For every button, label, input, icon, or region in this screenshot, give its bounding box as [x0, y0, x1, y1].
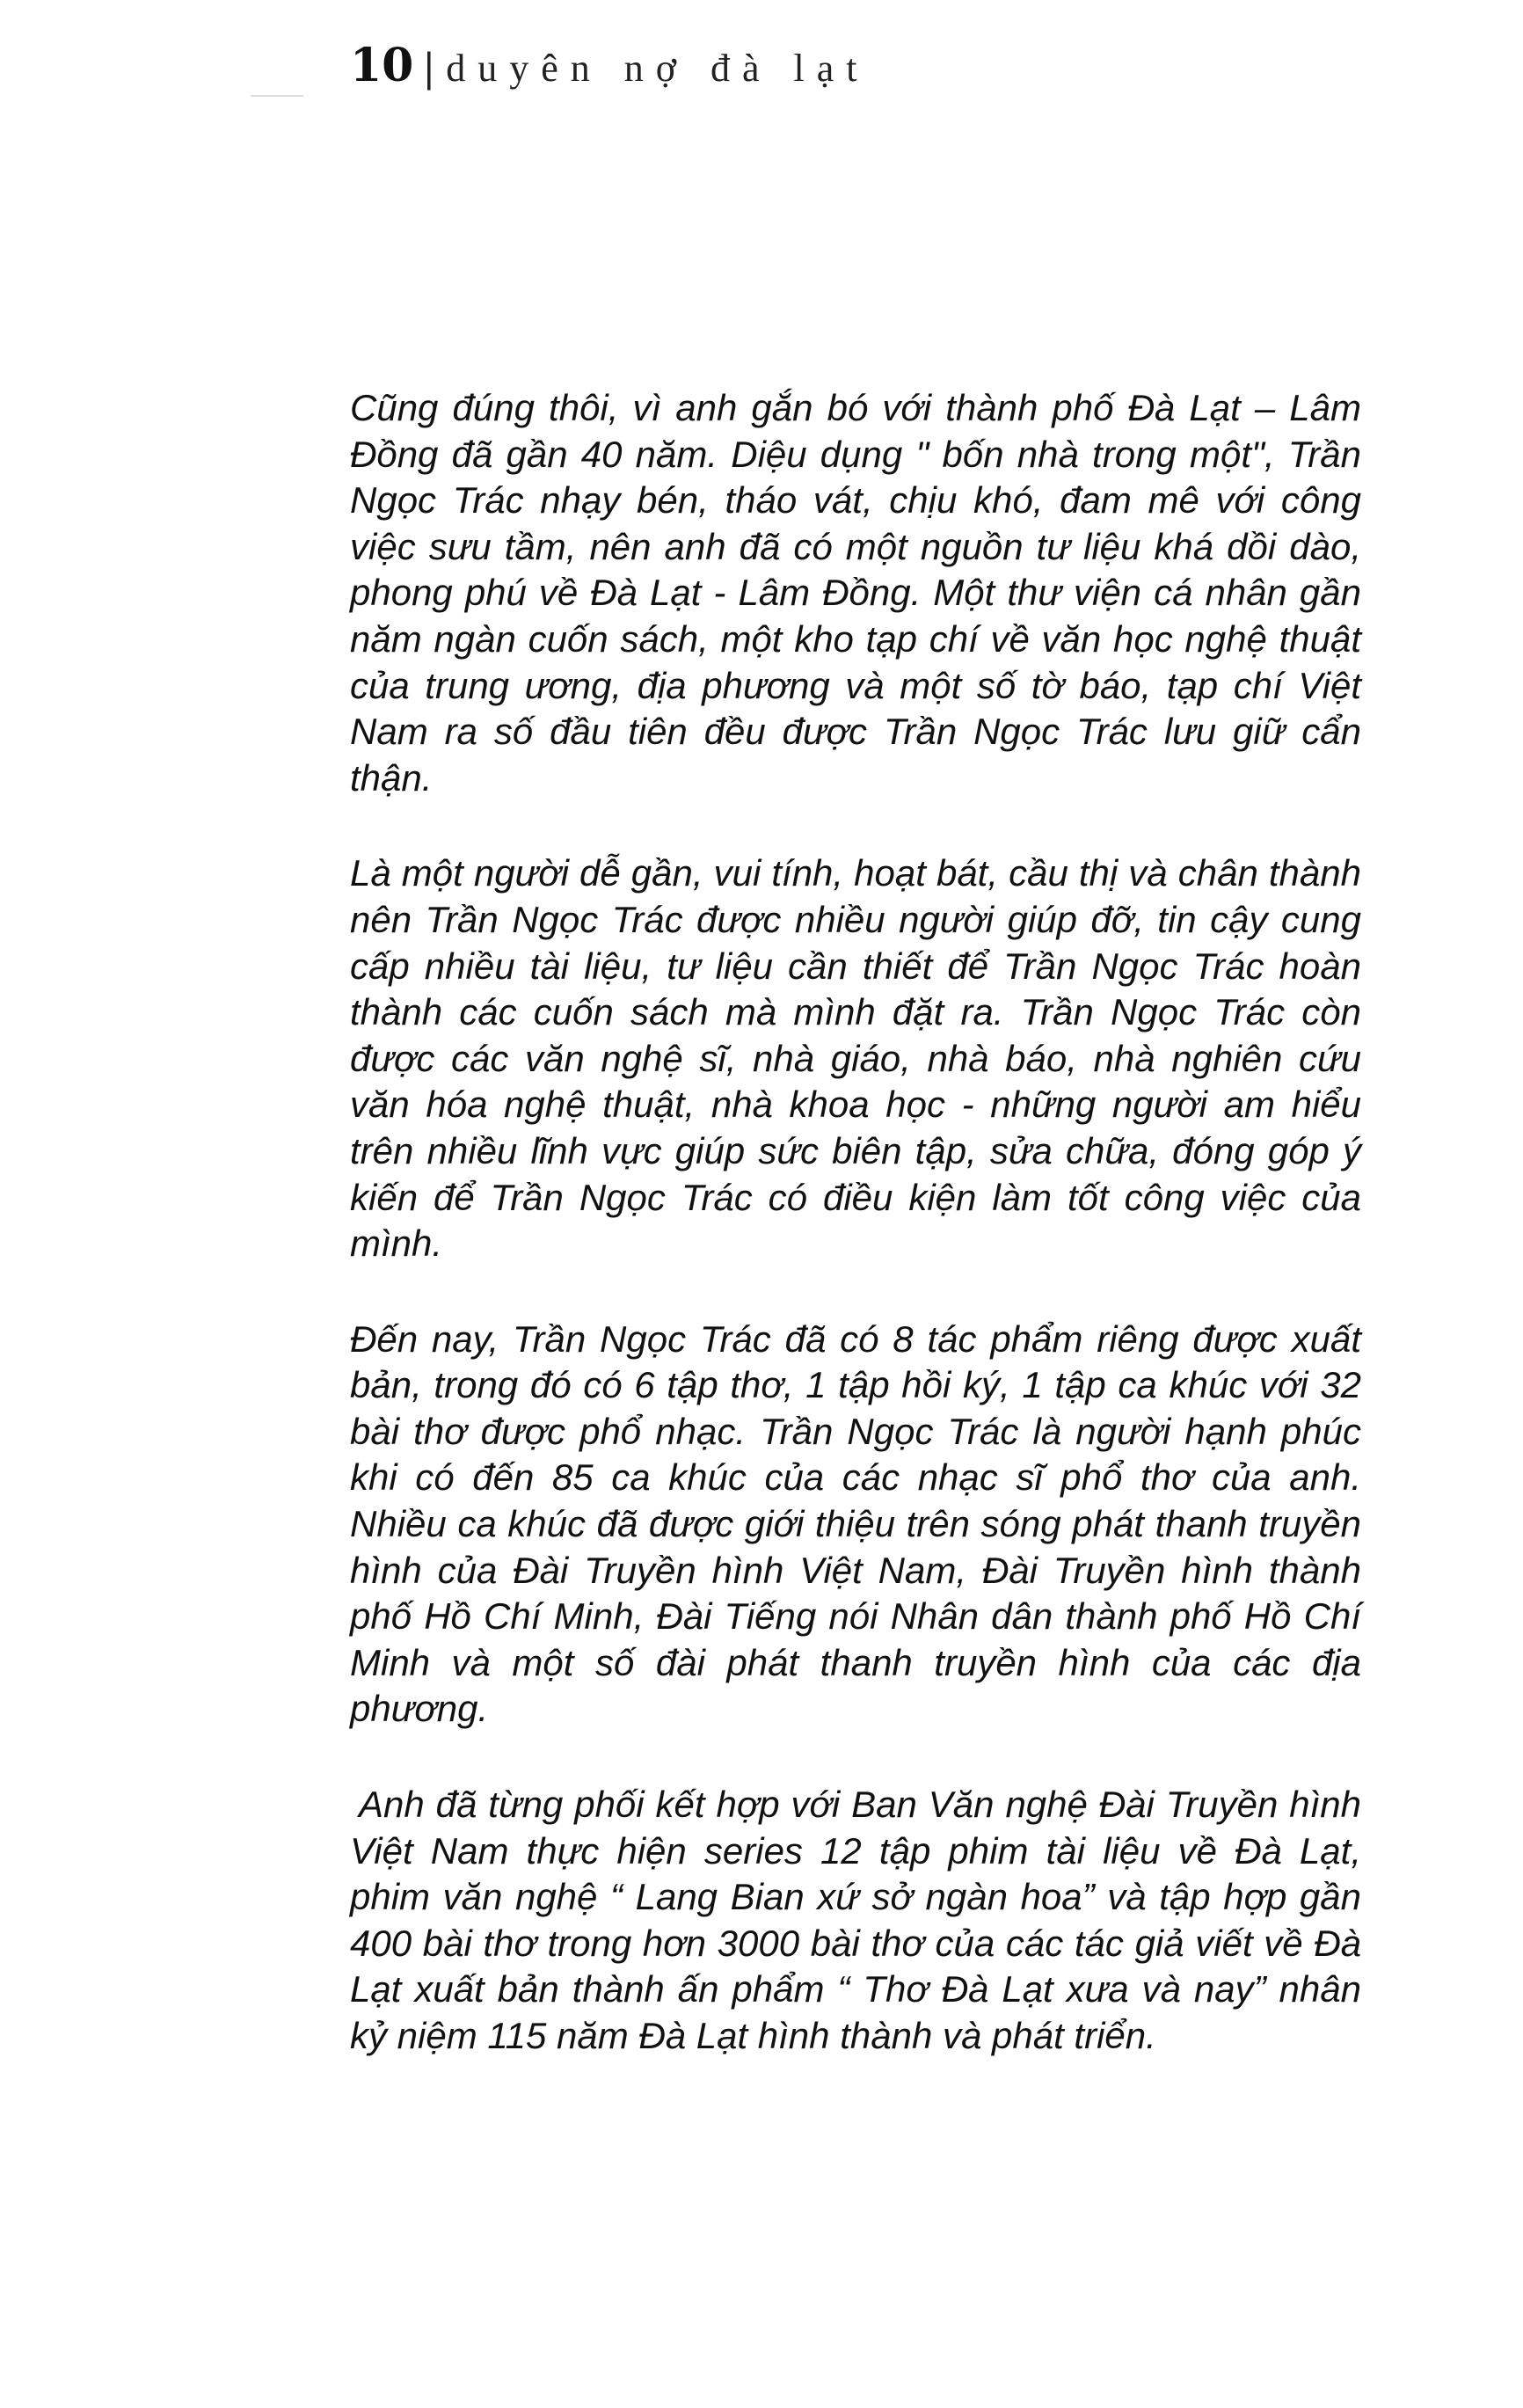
paragraph-2: Là một người dễ gần, vui tính, hoạt bát, cầu thị và chân thành nên Trần Ngọc Trác được nhiều người giúp đỡ, tin cậy cung cấp nhiều tài liệu, tư liệu cần thiết để Trần Ngọc Trác hoàn thành các cuốn sách mà mình đặt ra. Trần Ngọc Trác còn được các văn nghệ sĩ, nhà giáo, nhà báo, nhà nghiên cứu văn hóa nghệ thuật, nhà khoa học - những người am hiểu trên nhiều lĩnh vực giúp sức biên tập, sửa chữa, đóng góp ý kiến để Trần Ngọc Trác có điều kiện làm tốt công việc của mình. [350, 852, 1361, 1265]
paragraph-3: Đến nay, Trần Ngọc Trác đã có 8 tác phẩm riêng được xuất bản, trong đó có 6 tập thơ, 1 tập hồi ký, 1 tập ca khúc với 32 bài thơ được phổ nhạc. Trần Ngọc Trác là người hạnh phúc khi có đến 85 ca khúc của các nhạc sĩ phổ thơ của anh. Nhiều ca khúc đã được giới thiệu trên sóng phát thanh truyền hình của Đài Truyền hình Việt Nam, Đài Truyền hình thành phố Hồ Chí Minh, Đài Tiếng nói Nhân dân thành phố Hồ Chí Minh và một số đài phát thanh truyền hình của các địa phương. [350, 1317, 1361, 1730]
header-separator: | [422, 46, 436, 91]
page-number: 10 [350, 39, 414, 92]
page-header [350, 39, 870, 109]
scan-speck [251, 95, 303, 97]
paragraph-1: Cũng đúng thôi, vì anh gắn bó với thành phố Đà Lạt – Lâm Đồng đã gần 40 năm. Diệu dụng " bốn nhà trong một", Trần Ngọc Trác nhạy bén, tháo vát, chịu khó, đam mê với công việc sưu tầm, nên anh đã có một nguồn tư liệu khá dồi dào, phong phú về Đà Lạt - Lâm Đồng. Một thư viện cá nhân gần năm ngàn cuốn sách, một kho tạp chí về văn học nghệ thuật của trung ương, địa phương và một số tờ báo, tạp chí Việt Nam ra số đầu tiên đều được Trần Ngọc Trác lưu giữ cẩn thận. [350, 387, 1361, 799]
paragraph-4: Anh đã từng phối kết hợp với Ban Văn nghệ Đài Truyền hình Việt Nam thực hiện series 12 tập phim tài liệu về Đà Lạt, phim văn nghệ “ Lang Bian xứ sở ngàn hoa” và tập hợp gần 400 bài thơ trong hơn 3000 bài thơ của các tác giả viết về Đà Lạt xuất bản thành ấn phẩm “ Thơ Đà Lạt xưa và nay” nhân kỷ niệm 115 năm Đà Lạt hình thành và phát triển. [350, 1784, 1361, 2056]
running-title: duyên nợ đà lạt [446, 47, 870, 90]
body-text [350, 385, 1361, 2109]
